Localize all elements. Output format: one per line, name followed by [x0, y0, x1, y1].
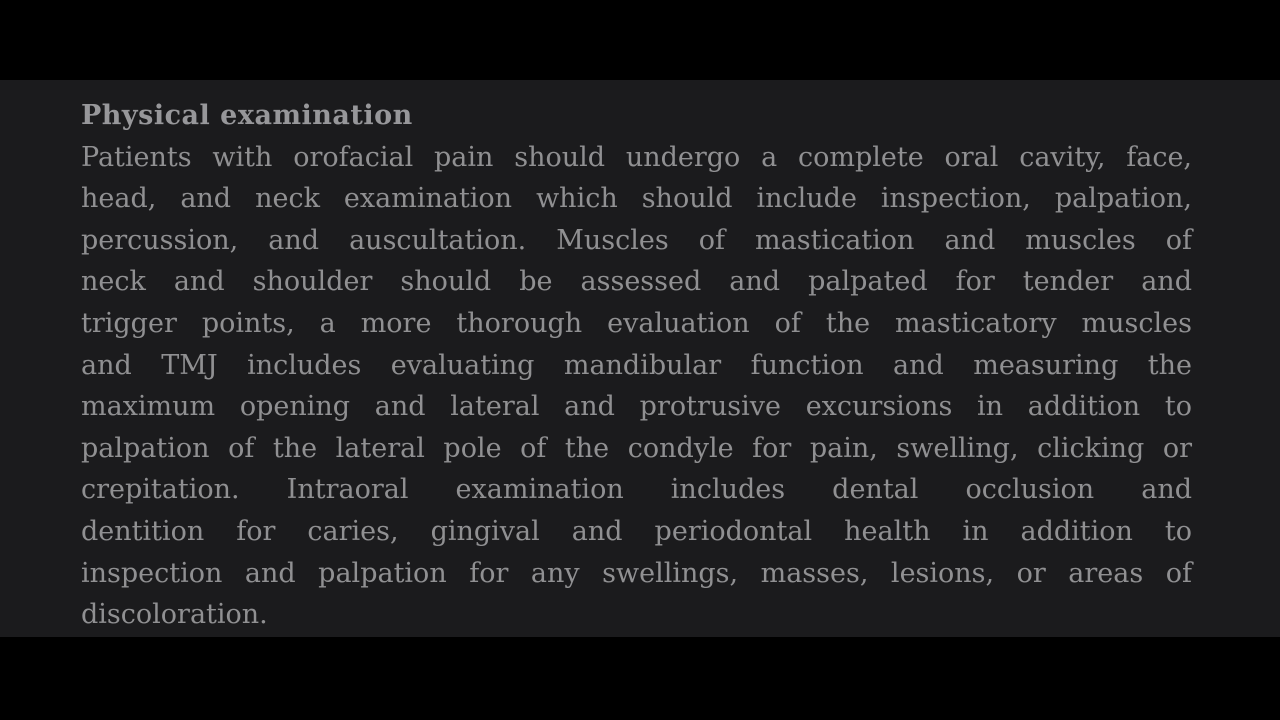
paragraph-line: head, and neck examination which should include inspection, palpation,: [81, 183, 1192, 215]
paragraph-line: neck and shoulder should be assessed and palpated for tender and: [81, 266, 1192, 298]
paragraph-line: percussion, and auscultation. Muscles of mastication and muscles of: [81, 224, 1192, 256]
paragraph-line: and TMJ includes evaluating mandibular function and measuring the: [81, 349, 1192, 381]
paragraph-line: Patients with orofacial pain should undergo a complete oral cavity, face,: [81, 141, 1192, 173]
letterbox-bottom: [0, 637, 1280, 720]
paragraph-line: discoloration.: [81, 599, 268, 631]
letterbox-top: [0, 0, 1280, 80]
paragraph-line: crepitation. Intraoral examination includes dental occlusion and: [81, 474, 1192, 506]
slide-content: [0, 80, 1280, 637]
slide-paragraph: [81, 137, 1192, 636]
paragraph-line: trigger points, a more thorough evaluation of the masticatory muscles: [81, 307, 1192, 339]
paragraph-line: maximum opening and lateral and protrusive excursions in addition to: [81, 391, 1192, 423]
paragraph-line: palpation of the lateral pole of the condyle for pain, swelling, clicking or: [81, 432, 1192, 464]
slide-heading: Physical examination: [81, 100, 413, 131]
paragraph-line: inspection and palpation for any swellings, masses, lesions, or areas of: [81, 557, 1192, 589]
paragraph-line: dentition for caries, gingival and periodontal health in addition to: [81, 515, 1192, 547]
